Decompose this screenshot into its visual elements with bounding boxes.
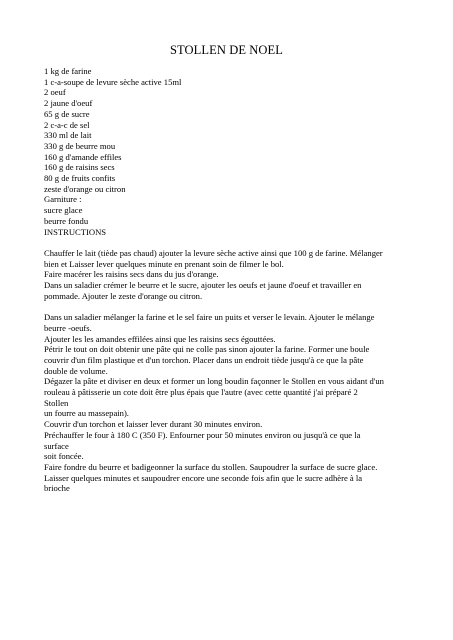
paragraph-line: pommade. Ajouter le zeste d'orange ou citron. bbox=[44, 290, 203, 301]
paragraph-line: Dégazer la pâte et diviser en deux et former un long boudin façonner le Stollen en vous aidant d'un bbox=[44, 376, 384, 387]
paragraph-line: Couvrir d'un torchon et laisser lever durant 30 minutes environ. bbox=[44, 419, 263, 430]
paragraph-line: brioche bbox=[44, 483, 70, 494]
document-content bbox=[44, 66, 384, 494]
paragraph-line: Faire fondre du beurre et badigeonner la surface du stollen. Saupoudrer la surface de sucre glace. bbox=[44, 461, 378, 472]
ingredient-line: 2 c-a-c de sel bbox=[44, 119, 90, 130]
ingredient-line: 330 g de beurre mou bbox=[44, 140, 116, 151]
paragraph-line: Dans un saladier mélanger la farine et le sel faire un puits et verser le levain. Ajouter le mélange bbox=[44, 312, 375, 323]
spacer bbox=[44, 301, 384, 312]
paragraph-line: Ajouter les les amandes effilées ainsi que les raisins secs égouttées. bbox=[44, 333, 276, 344]
paragraph-line: un fourre au massepain). bbox=[44, 408, 129, 419]
document-title: STOLLEN DE NOEL bbox=[169, 43, 284, 57]
paragraph-line: Pétrir le tout on doit obtenir une pâte qui ne colle pas sinon ajouter la farine. Former une boule bbox=[44, 344, 370, 355]
ingredient-line: 160 g de raisins secs bbox=[44, 162, 115, 173]
ingredient-line: 80 g de fruits confits bbox=[44, 173, 116, 184]
ingredient-line: 1 kg de farine bbox=[44, 66, 92, 76]
paragraph-line: bien et Laisser lever quelques minute en prenant soin de filmer le bol. bbox=[44, 258, 284, 269]
ingredient-line: sucre glace bbox=[44, 205, 83, 216]
paragraph-line: double de volume. bbox=[44, 365, 108, 376]
paragraph-line: couvrir d'un film plastique et d'un torchon. Placer dans un endroit tiède jusqu'à ce que la pâte bbox=[44, 354, 364, 365]
paragraph-line: Chauffer le lait (tiède pas chaud) ajouter la levure sèche active ainsi que 100 g de farine. Mélanger bbox=[44, 247, 383, 258]
paragraph-line: Laisser quelques minutes et saupoudrer encore une seconde fois afin que le sucre adhère à la bbox=[44, 472, 363, 483]
ingredient-line: 160 g d'amande effiles bbox=[44, 151, 122, 162]
paragraph-line: rouleau à pâtisserie un cote doit être plus épais que l'autre (avec cette quantité j'ai préparé 2 Stollen bbox=[44, 387, 358, 408]
ingredient-line: 2 oeuf bbox=[44, 87, 66, 98]
spacer bbox=[44, 237, 384, 248]
ingredient-line: 1 c-a-soupe de levure sèche active 15ml bbox=[44, 76, 182, 87]
ingredient-line: beurre fondu bbox=[44, 215, 89, 226]
ingredient-line: Garniture : bbox=[44, 194, 82, 205]
ingredient-line: 330 ml de lait bbox=[44, 130, 92, 141]
ingredient-line: 65 g de sucre bbox=[44, 108, 90, 119]
instructions-heading: INSTRUCTIONS bbox=[44, 226, 107, 237]
ingredient-line: 2 jaune d'oeuf bbox=[44, 98, 93, 109]
paragraph-line: Faire macérer les raisins secs dans du jus d'orange. bbox=[44, 269, 219, 280]
paragraph-line: beurre -oeufs. bbox=[44, 322, 92, 333]
paragraph-line: Préchauffer le four à 180 C (350 F). Enfourner pour 50 minutes environ ou jusqu'à ce que la surface bbox=[44, 429, 361, 451]
paragraph-line: soit foncée. bbox=[44, 451, 84, 462]
ingredient-line: zeste d'orange ou citron bbox=[44, 183, 126, 194]
paragraph-line: Dans un saladier crémer le beurre et le sucre, ajouter les oeufs et jaune d'oeuf et travailler en bbox=[44, 280, 362, 291]
ingredients-list bbox=[44, 66, 384, 237]
instructions-paragraph-1 bbox=[44, 248, 384, 302]
instructions-paragraph-2 bbox=[44, 312, 384, 494]
